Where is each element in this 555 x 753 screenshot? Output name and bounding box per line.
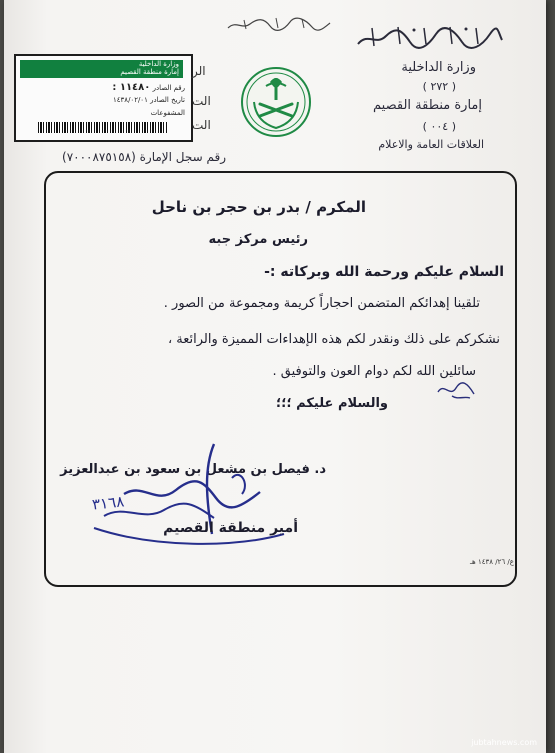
stamp-ministry: وزارة الداخلية bbox=[138, 60, 179, 68]
initials-scribble bbox=[434, 378, 478, 406]
incoming-stamp bbox=[14, 54, 193, 142]
ministry-line: وزارة الداخلية bbox=[401, 60, 476, 75]
sender-title: أمير منطقة القصيم bbox=[163, 520, 298, 536]
closing: والسلام عليكم ؛؛؛ bbox=[276, 396, 388, 411]
body-line-2: نشكركم على ذلك ونقدر لكم هذه الإهداءات المميزة والرائعة ، bbox=[167, 332, 500, 347]
footer-code: ع/ ٢٦/ ١٤٣٨ هـ bbox=[470, 558, 514, 566]
left-fragment-2: الت bbox=[192, 94, 211, 108]
stamp-date-label: تاريخ الصادر bbox=[150, 96, 185, 104]
addressee-title: رئيس مركز جبه bbox=[208, 232, 308, 247]
stamp-attachments-label: المشفوعات bbox=[150, 109, 185, 117]
stamp-date-row bbox=[113, 96, 185, 104]
saudi-emblem-icon bbox=[240, 66, 312, 138]
emirate-line: إمارة منطقة القصيم bbox=[373, 98, 482, 113]
code-272: ( ٢٧٢ ) bbox=[422, 80, 456, 93]
stamp-date-value: ١٤٣٨/٠٢/٠١ bbox=[113, 96, 148, 104]
basmala-calligraphy bbox=[224, 14, 334, 34]
code-004: ( ٠٠٤ ) bbox=[422, 120, 456, 133]
addressee: المكرم / بدر بن حجر بن ناحل bbox=[151, 198, 366, 216]
left-fragment-3: الت bbox=[192, 118, 211, 132]
stamp-emirate: إمارة منطقة القصيم bbox=[120, 68, 179, 76]
stamp-number-row bbox=[112, 82, 185, 93]
greeting: السلام عليكم ورحمة الله وبركاته :- bbox=[264, 264, 504, 280]
handwritten-number: ٣١٦٨ bbox=[91, 492, 126, 514]
body-line-3: سائلين الله لكم دوام العون والتوفيق . bbox=[272, 364, 476, 379]
stamp-number-value: ١١٤٨٠ : bbox=[112, 82, 151, 93]
letter-paper bbox=[4, 0, 546, 753]
left-fragment-1: الر bbox=[192, 64, 206, 78]
body-line-1: تلقينا إهدائكم المتضمن احجاراً كريمة ومجموعة من الصور . bbox=[163, 296, 480, 311]
stamp-banner bbox=[20, 60, 183, 78]
department-line: العلاقات العامة والاعلام bbox=[378, 138, 484, 151]
registration-number: رقم سجل الإمارة (٧٠٠٠٨٧٥١٥٨) bbox=[62, 150, 227, 164]
kingdom-calligraphy-logo bbox=[354, 24, 504, 52]
sender-name: د. فيصل بن مشعل بن سعود بن عبدالعزيز bbox=[60, 462, 326, 477]
stamp-number-label: رقم الصادر bbox=[152, 84, 185, 92]
watermark: jubtahnews.com bbox=[471, 738, 537, 747]
barcode bbox=[38, 122, 168, 133]
